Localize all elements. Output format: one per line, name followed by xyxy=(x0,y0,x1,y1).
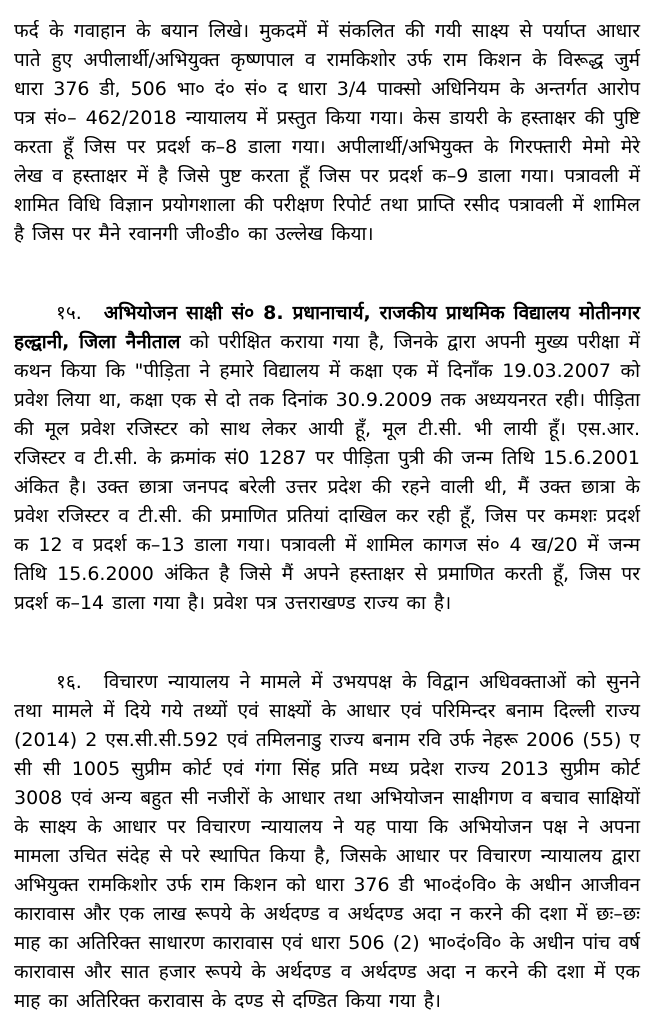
paragraph-number: १५. xyxy=(56,302,82,324)
paragraph-number: १६. xyxy=(56,671,82,693)
witness-heading-bold: अभियोजन साक्षी सं० 8. प्रधानाचार्य, राजकीय प्राथमिक विद्यालय मोतीनगर हल्द्वानी, जिला नैनीताल xyxy=(14,302,640,353)
paragraph-15 xyxy=(14,299,640,618)
paragraph-text: फर्द के गवाहान के बयान लिखे। मुकदमें में संकलित की गयी साक्ष्य से पर्याप्त आधार पाते हुए अपीलार्थी/अभियुक्त कृष्णपाल व रामकिशोर उर्फ राम किशन के विरूद्ध जुर्म धारा 376 डी, 506 भा० दं० सं० द धारा 3/4 पाक्सो अधिनियम के अन्तर्गत आरोप पत्र सं०– 462/2018 न्यायालय में प्रस्तुत किया गया। केस डायरी के हस्ताक्षर की पुष्टि करता हूँ जिस पर प्रदर्श क–8 डाला गया। अपीलार्थी/अभियुक्त के गिरफ्तारी मेमो मेरे लेख व हस्ताक्षर में है जिसे पुष्ट करता हूँ जिस पर प्रदर्श क–9 डाला गया। पत्रावली में शामित विधि विज्ञान प्रयोगशाला की परीक्षण रिपोर्ट तथा प्राप्ति रसीद पत्रावली में शामिल है जिस पर मैने रवानगी जी०डी० का उल्लेख किया। xyxy=(14,20,640,245)
paragraph-text: को परीक्षित कराया गया है, जिनके द्वारा अपनी मुख्य परीक्षा में कथन किया कि "पीड़िता ने हमारे विद्यालय में कक्षा एक में दिनाँक 19.03.2007 को प्रवेश लिया था, कक्षा एक से दो तक दिनांक 30.9.2009 तक अध्ययनरत रही। पीड़िता की मूल प्रवेश रजिस्टर को साथ लेकर आयी हूँ, मूल टी.सी. भी लायी हूँ। एस.आर. रजिस्टर व टी.सी. के क्रमांक सं0 1287 पर पीड़िता पुत्री की जन्म तिथि 15.6.2001 अंकित है। उक्त छात्रा जनपद बरेली उत्तर प्रदेश की रहने वाली थी, मैं उक्त छात्रा के प्रवेश रजिस्टर व टी.सी. की प्रमाणित प्रतियां दाखिल कर रही हूँ, जिस पर कमशः प्रदर्श क 12 व प्रदर्श क–13 डाला गया। पत्रावली में शामिल कागज सं० 4 ख/20 में जन्म तिथि 15.6.2000 अंकित है जिसे मैं अपने हस्ताक्षर से प्रमाणित करती हूँ, जिस पर प्रदर्श क–14 डाला गया है। प्रवेश पत्र उत्तराखण्ड राज्य का है। xyxy=(14,331,640,614)
paragraph-text: विचारण न्यायालय ने मामले में उभयपक्ष के विद्वान अधिवक्ताओं को सुनने तथा मामले में दिये गये तथ्यों एवं साक्ष्यों के आधार एवं परिमिन्दर बनाम दिल्ली राज्य (2014) 2 एस.सी.सी.592 एवं तमिलनाडु राज्य बनाम रवि उर्फ नेहरू 2006 (55) ए सी सी 1005 सुप्रीम कोर्ट एवं गंगा सिंह प्रति मध्य प्रदेश राज्य 2013 सुप्रीम कोर्ट 3008 एवं अन्य बहुत सी नजीरों के आधार तथा अभियोजन साक्षीगण व बचाव साक्षियों के साक्ष्य के आधार पर विचारण न्यायालय ने यह पाया कि अभियोजन पक्ष ने अपना मामला उचित संदेह से परे स्थापित किया है, जिसके आधार पर विचारण न्यायालय द्वारा अभियुक्त रामकिशोर उर्फ राम किशन को धारा 376 डी भा०दं०वि० के अधीन आजीवन कारावास और एक लाख रूपये के अर्थदण्ड व अर्थदण्ड अदा न करने की दशा में छः–छः माह का अतिरिक्त साधारण कारावास एवं धारा 506 (2) भा०दं०वि० के अधीन पांच वर्ष कारावास और सात हजार रूपये के अर्थदण्ड व अर्थदण्ड अदा न करने की दशा में एक माह का अतिरिक्त करावास के दण्ड से दण्डित किया गया है। xyxy=(14,671,640,1012)
paragraph-14-continuation xyxy=(14,17,640,249)
paragraph-16 xyxy=(14,668,640,1016)
